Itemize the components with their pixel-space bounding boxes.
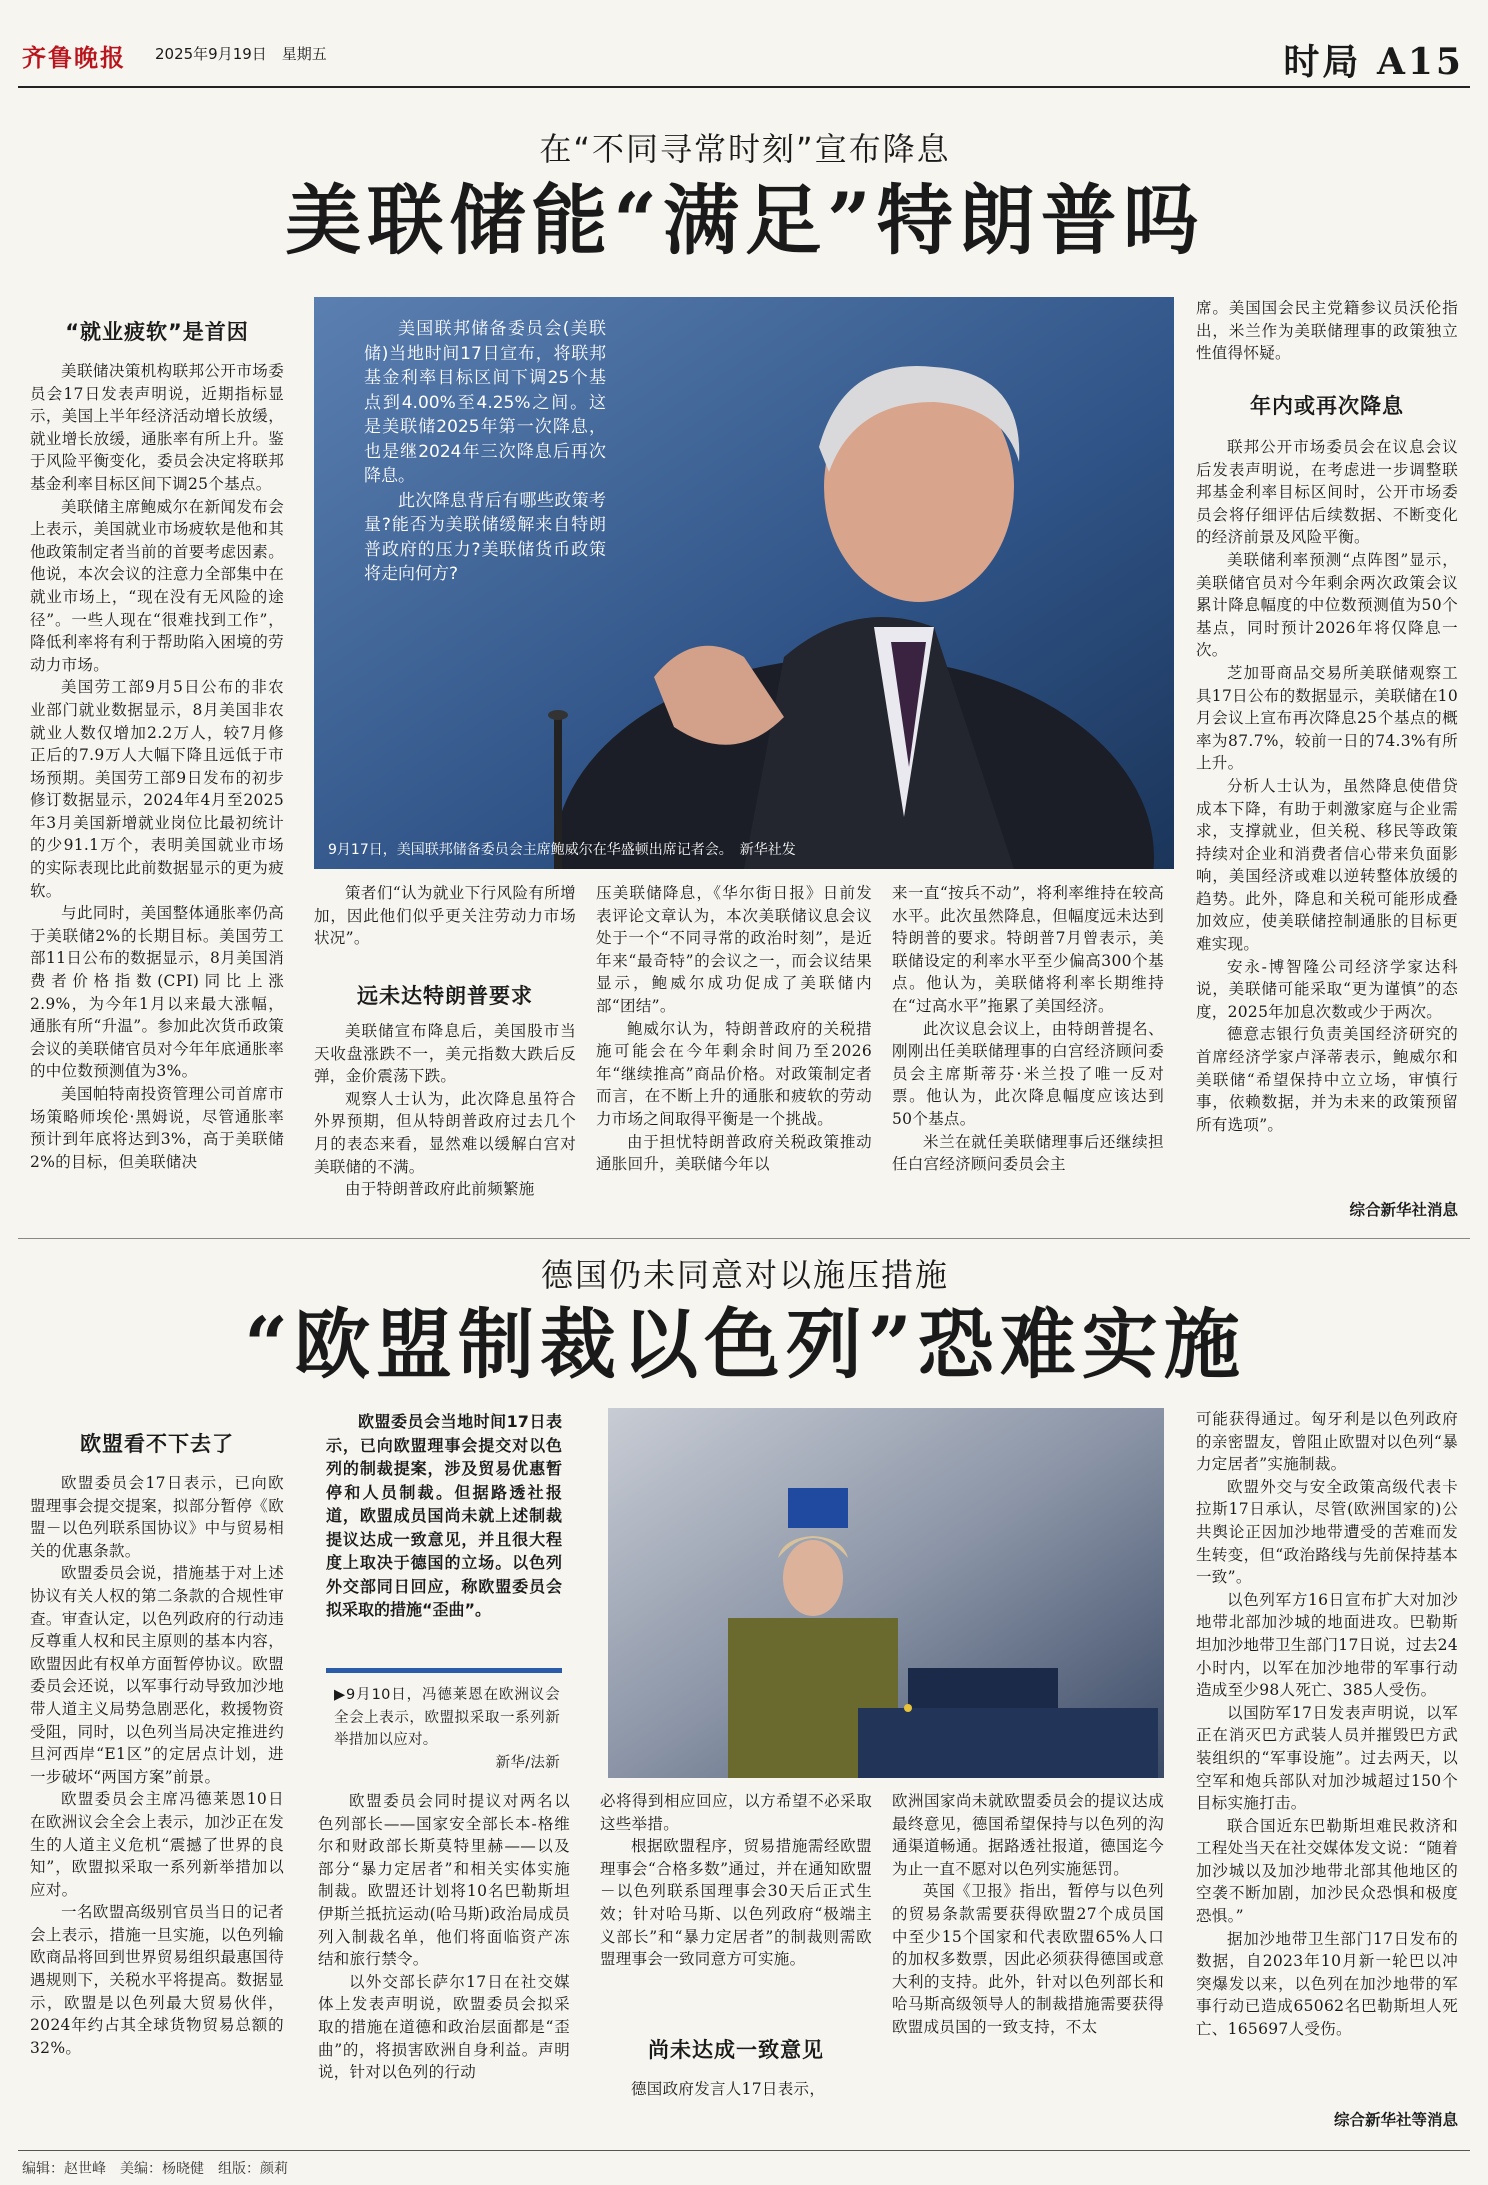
paragraph: 来一直“按兵不动”，将利率维持在较高水平。此次虽然降息，但幅度远未达到特朗普的要求。特朗普7月曾表示，美联储设定的利率水平至少偏高300个基点。他认为，美联储将利率长期维持在“过高水平”拖累了美国经济。 xyxy=(892,884,1164,1015)
article2-photo xyxy=(608,1408,1164,1778)
section-label: 时局 A15 xyxy=(1283,41,1464,83)
article1-subhead-2: 远未达特朗普要求 xyxy=(357,984,533,1008)
paragraph: 联合国近东巴勒斯坦难民救济和工程处当天在社交媒体发文说：“随着加沙城以及加沙地带北部其他地区的空袭不断加剧，加沙民众恐惧和极度恐惧。” xyxy=(1196,1816,1458,1926)
article2-kicker: 德国仍未同意对以施压措施 xyxy=(540,1256,949,1294)
blue-bar xyxy=(326,1668,562,1673)
article-divider xyxy=(18,1238,1470,1239)
paragraph: 德国政府发言人17日表示， xyxy=(631,2080,826,2098)
article2-col1 xyxy=(30,1472,284,2059)
photo-credit: 新华/法新 xyxy=(495,1754,560,1771)
paragraph: 策者们“认为就业下行风险有所增加，因此他们似乎更关注劳动力市场状况”。 xyxy=(314,884,576,948)
paragraph: 美联储主席鲍威尔在新闻发布会上表示，美国就业市场疲软是他和其他政策制定者当前的首要考虑因素。他说，本次会议的注意力全部集中在就业市场上，“现在没有无风险的途径”。一些人现在“很难找到工作”，降低利率将有利于帮助陷入困境的劳动力市场。 xyxy=(30,497,284,674)
paragraph: 欧盟委员会说，措施基于对上述协议有关人权的第二条款的合规性审查。审查认定，以色列政府的行动违反尊重人权和民主原则的基本内容，欧盟因此有权单方面暂停协议。欧盟委员会还说，以军事行动导致加沙地带人道主义局势急剧恶化，救援物资受阻，同时，以色列当局决定推进约旦河西岸“E1区”的定居点计划，进一步破坏“两国方案”前景。 xyxy=(30,1564,284,1786)
paragraph: 与此同时，美国整体通胀率仍高于美联储2%的长期目标。美国劳工部11日公布的数据显示，8月美国消费者价格指数(CPI)同比上涨2.9%，为今年1月以来最大涨幅，通胀有所“升温”。参加此次货币政策会议的美联储官员对今年年底通胀率的中位数预测值为3%。 xyxy=(30,904,284,1081)
article1-photo-caption: 9月17日，美国联邦储备委员会主席鲍威尔在华盛顿出席记者会。 新华社发 xyxy=(328,842,796,858)
article1-col4 xyxy=(892,882,1164,1176)
caption-text: ▶9月10日，冯德莱恩在欧洲议会全会上表示，欧盟拟采取一系列新举措加以应对。 xyxy=(334,1687,560,1749)
paragraph: 美国帕特南投资管理公司首席市场策略师埃伦·黑姆说，尽管通胀率预计到年底将达到3%，高于美联储2%的目标，但美联储决 xyxy=(30,1085,284,1171)
footer-rule xyxy=(18,2150,1470,2151)
article2-col3b xyxy=(600,2078,872,2101)
paragraph: 欧盟委员会当地时间17日表示，已向欧盟理事会提交对以色列的制裁提案，涉及贸易优惠暂停和人员制裁。但据路透社报道，欧盟成员国尚未就上述制裁提议达成一致意见，并且很大程度上取决于德国的立场。以色列外交部同日回应，称欧盟委员会拟采取的措施“歪曲”。 xyxy=(326,1412,562,1619)
paragraph: 欧盟委员会17日表示，已向欧盟理事会提交提案，拟部分暂停《欧盟－以色列联系国协议》中与贸易相关的优惠条款。 xyxy=(30,1474,284,1560)
paragraph: 美联储决策机构联邦公开市场委员会17日发表声明说，近期指标显示，美国上半年经济活动增长放缓，就业增长放缓，通胀率有所上升。鉴于风险平衡变化，委员会决定将联邦基金利率目标区间下调25个基点。 xyxy=(30,362,284,493)
article1-col5a xyxy=(1196,297,1458,365)
paragraph: 据加沙地带卫生部门17日发布的数据，自2023年10月新一轮巴以冲突爆发以来，以色列在加沙地带的军事行动已造成65062名巴勒斯坦人死亡、165697人受伤。 xyxy=(1196,1929,1458,2039)
article2-headline: “欧盟制裁以色列”恐难实施 xyxy=(244,1300,1246,1389)
paragraph: 美联储宣布降息后，美国股市当天收盘涨跌不一，美元指数大跌后反弹，金价震荡下跌。 xyxy=(314,1022,576,1086)
paragraph: 以国防军17日发表声明说，以军正在消灭巴方武装人员并摧毁巴方武装组织的“军事设施”。过去两天，以空军和炮兵部队对加沙城超过150个目标实施打击。 xyxy=(1196,1703,1458,1813)
article2-col3 xyxy=(600,1790,872,1971)
article1-col3 xyxy=(596,882,872,1176)
paragraph: 英国《卫报》指出，暂停与以色列的贸易条款需要获得欧盟27个成员国中至少15个国家和代表欧盟65%人口的加权多数票，因此必须获得德国或意大利的支持。此外，针对以色列部长和哈马斯高级领导人的制裁措施需要获得欧盟成员国的一致支持，不太 xyxy=(892,1882,1164,2036)
paragraph: 席。美国国会民主党籍参议员沃伦指出，米兰作为美联储理事的政策独立性值得怀疑。 xyxy=(1196,299,1458,363)
paragraph: 美国劳工部9月5日公布的非农业部门就业数据显示，8月美国非农就业人数仅增加2.2万人，较7月修正后的7.9万人大幅下降且远低于市场预期。美国劳工部9日发布的初步修订数据显示，2024年4月至2025年3月美国新增就业岗位比最初统计的少91.1万个，表明美国就业市场的实际表现比此前数据显示的更为疲软。 xyxy=(30,678,284,900)
paragraph: 分析人士认为，虽然降息使借贷成本下降，有助于刺激家庭与企业需求，支撑就业，但关税、移民等政策持续对企业和消费者信心带来负面影响，美国经济或难以逆转整体放缓的趋势。此外，降息和关税可能形成叠加效应，使美联储控制通胀的目标更难实现。 xyxy=(1196,776,1458,954)
article1-col2b xyxy=(314,1020,576,1201)
newspaper-masthead: 齐鲁晚报 xyxy=(22,43,126,72)
article1-lead-box xyxy=(364,317,606,587)
paragraph: 压美联储降息，《华尔街日报》日前发表评论文章认为，本次美联储议息会议处于一个“不同寻常的政治时刻”，是近年来“最奇特”的会议之一，而会议结果显示，鲍威尔成功促成了美联储内部“团结”。 xyxy=(596,884,872,1015)
paragraph: 根据欧盟程序，贸易措施需经欧盟理事会“合格多数”通过，并在通知欧盟－以色列联系国理事会30天后正式生效；针对哈马斯、以色列政府“极端主义部长”和“暴力定居者”的制裁则需欧盟理事会一致同意方可实施。 xyxy=(600,1837,872,1969)
article2-lead-box xyxy=(326,1410,562,1622)
paragraph: 欧洲国家尚未就欧盟委员会的提议达成最终意见，德国希望保持与以色列的沟通渠道畅通。据路透社报道，德国迄今为止一直不愿对以色列实施惩罚。 xyxy=(892,1792,1164,1878)
article1-col5b xyxy=(1196,436,1458,1136)
article2-subhead-2: 尚未达成一致意见 xyxy=(648,2038,824,2062)
article2-sign: 综合新华社等消息 xyxy=(1333,2111,1458,2129)
paragraph: 以色列军方16日宣布扩大对加沙地带北部加沙城的地面进攻。巴勒斯坦加沙地带卫生部门17日说，过去24小时内，以军在加沙地带的军事行动造成至少98人死亡、385人受伤。 xyxy=(1196,1590,1458,1700)
paragraph: 欧盟委员会主席冯德莱恩10日在欧洲议会全会上表示，加沙正在发生的人道主义危机“震撼了世界的良知”，欧盟拟采取一系列新举措加以应对。 xyxy=(30,1790,284,1899)
article1-sign: 综合新华社消息 xyxy=(1349,1201,1458,1219)
paragraph: 一名欧盟高级别官员当日的记者会上表示，措施一旦实施，以色列输欧商品将回到世界贸易组织最惠国待遇规则下，关税水平将提高。数据显示，欧盟是以色列最大贸易伙伴，2024年约占其全球货物贸易总额的32%。 xyxy=(30,1903,284,2057)
paragraph: 美联储利率预测“点阵图”显示，美联储官员对今年剩余两次政策会议累计降息幅度的中位数预测值为50个基点，同时预计2026年将仅降息一次。 xyxy=(1196,550,1458,660)
issue-date: 2025年9月19日 星期五 xyxy=(155,45,327,63)
paragraph: 此次议息会议上，由特朗普提名、刚刚出任美联储理事的白宫经济顾问委员会主席斯蒂芬·米兰投了唯一反对票。他认为，此次降息幅度应该达到50个基点。 xyxy=(892,1019,1164,1128)
paragraph: 必将得到相应回应，以方希望不必采取这些举措。 xyxy=(600,1792,872,1833)
article1-col1 xyxy=(30,360,284,1173)
article1-col2 xyxy=(314,882,576,950)
article1-photo xyxy=(314,297,1174,869)
paragraph: 联邦公开市场委员会在议息会议后发表声明说，在考虑进一步调整联邦基金利率目标区间时，公开市场委员会将仔细评估后续数据、不断变化的经济前景及风险平衡。 xyxy=(1196,438,1458,547)
paragraph: 安永-博智隆公司经济学家达科说，美联储可能采取“更为谨慎”的态度，2025年加息次数或少于两次。 xyxy=(1196,957,1458,1021)
paragraph: 欧盟外交与安全政策高级代表卡拉斯17日承认，尽管(欧洲国家的)公共舆论正因加沙地带遭受的苦难而发生转变，但“政治路线与先前保持基本一致”。 xyxy=(1196,1477,1458,1587)
paragraph: 以外交部长萨尔17日在社交媒体上发表声明说，欧盟委员会拟采取的措施在道德和政治层面都是“歪曲”的，将损害欧洲自身利益。声明说，针对以色列的行动 xyxy=(318,1972,570,2082)
paragraph: 鲍威尔认为，特朗普政府的关税措施可能会在今年剩余时间乃至2026年“继续推高”商品价格。对政策制定者而言，在不断上升的通胀和疲软的劳动力市场之间取得平衡是一个挑战。 xyxy=(596,1019,872,1128)
paragraph: 观察人士认为，此次降息虽符合外界预期，但从特朗普政府过去几个月的表态来看，显然难以缓解白宫对美联储的不满。 xyxy=(314,1089,576,1176)
article1-subhead-1: “就业疲软”是首因 xyxy=(65,320,249,344)
paragraph: 德意志银行负责美国经济研究的首席经济学家卢泽蒂表示，鲍威尔和美联储“希望保持中立立场，审慎行事，依赖数据，并为未来的政策预留所有选项”。 xyxy=(1196,1025,1458,1134)
paragraph: 米兰在就任美联储理事后还继续担任白宫经济顾问委员会主 xyxy=(892,1132,1164,1174)
von-der-leyen-photo-illustration xyxy=(608,1408,1164,1778)
article1-headline: 美联储能“满足”特朗普吗 xyxy=(285,176,1205,265)
article1-subhead-3: 年内或再次降息 xyxy=(1250,394,1404,418)
article2-col2 xyxy=(318,1790,570,2084)
page-header xyxy=(0,0,1488,83)
paragraph: 由于特朗普政府此前频繁施 xyxy=(345,1180,535,1199)
paragraph: 欧盟委员会同时提议对两名以色列部长——国家安全部长本-格维尔和财政部长斯莫特里赫——以及部分“暴力定居者”和相关实体实施制裁。欧盟还计划将10名巴勒斯坦伊斯兰抵抗运动(哈马斯)政治局成员列入制裁名单，他们将面临资产冻结和旅行禁令。 xyxy=(318,1792,570,1969)
paragraph: 由于担忧特朗普政府关税政策推动通胀回升，美联储今年以 xyxy=(596,1132,872,1174)
article1-lead-p2: 此次降息背后有哪些政策考量?能否为美联储缓解来自特朗普政府的压力?美联储货币政策将走向何方? xyxy=(364,490,606,584)
footer-credits: 编辑：赵世峰 美编：杨晓健 组版：颜莉 xyxy=(22,2161,288,2177)
paragraph: 可能获得通过。匈牙利是以色列政府的亲密盟友，曾阻止欧盟对以色列“暴力定居者”实施制裁。 xyxy=(1196,1410,1458,1474)
article1-kicker: 在“不同寻常时刻”宣布降息 xyxy=(539,130,951,168)
article2-col4 xyxy=(892,1790,1164,2039)
paragraph: 芝加哥商品交易所美联储观察工具17日公布的数据显示，美联储在10月会议上宣布再次降息25个基点的概率为87.7%，较前一日的74.3%有所上升。 xyxy=(1196,663,1458,773)
header-rule xyxy=(18,86,1470,88)
article2-subhead-1: 欧盟看不下去了 xyxy=(80,1432,234,1456)
article1-lead-p1: 美国联邦储备委员会(美联储)当地时间17日宣布，将联邦基金利率目标区间下调25个基点到4.00%至4.25%之间。这是美联储2025年第一次降息，也是继2024年三次降息后再次降息。 xyxy=(364,319,606,486)
article2-col5 xyxy=(1196,1408,1458,2041)
article2-photo-caption xyxy=(334,1684,560,1774)
